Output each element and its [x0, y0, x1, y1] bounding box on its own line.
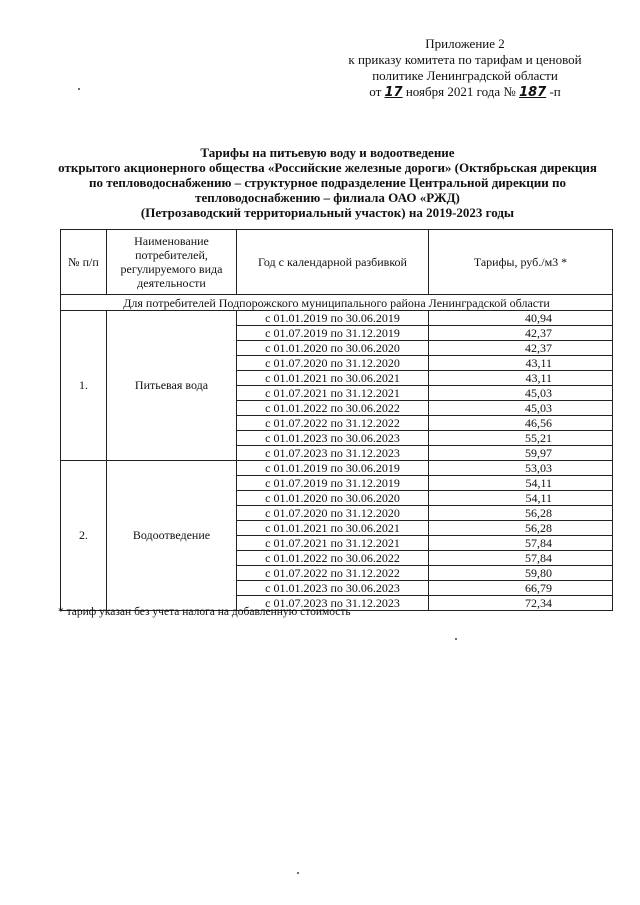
period-cell: с 01.07.2019 по 31.12.2019 [237, 326, 429, 341]
tariff-value-cell: 55,21 [429, 431, 613, 446]
tariff-value-cell: 54,11 [429, 491, 613, 506]
header-year: Год с календарной разбивкой [237, 230, 429, 295]
period-cell: с 01.01.2022 по 30.06.2022 [237, 551, 429, 566]
service-name: Водоотведение [107, 461, 237, 611]
tariff-value-cell: 42,37 [429, 326, 613, 341]
tariff-value-cell: 45,03 [429, 386, 613, 401]
table-row [61, 461, 613, 476]
tariff-value-cell: 66,79 [429, 581, 613, 596]
header-num: № п/п [61, 230, 107, 295]
appendix-committee: политике Ленинградской области [372, 68, 558, 83]
period-cell: с 01.07.2023 по 31.12.2023 [237, 596, 429, 611]
period-cell: с 01.07.2022 по 31.12.2022 [237, 566, 429, 581]
period-cell: с 01.07.2020 по 31.12.2020 [237, 506, 429, 521]
period-cell: с 01.01.2021 по 30.06.2021 [237, 371, 429, 386]
tariff-value-cell: 59,80 [429, 566, 613, 581]
title-line-1: Тарифы на питьевую воду и водоотведение [200, 145, 455, 160]
handwritten-number: 187 [519, 85, 547, 100]
row-number: 2. [61, 461, 107, 611]
period-cell: с 01.07.2019 по 31.12.2019 [237, 476, 429, 491]
tariff-value-cell: 57,84 [429, 551, 613, 566]
tariff-value-cell: 43,11 [429, 356, 613, 371]
period-cell: с 01.01.2021 по 30.06.2021 [237, 521, 429, 536]
tariff-value-cell: 56,28 [429, 506, 613, 521]
table-row [61, 311, 613, 326]
scan-speck [297, 872, 299, 874]
zone-row [61, 295, 613, 311]
period-cell: с 01.01.2019 по 30.06.2019 [237, 461, 429, 476]
scan-speck [455, 638, 457, 640]
title-line-2: открытого акционерного общества «Российские железные дороги» (Октябрьская дирекция [58, 160, 597, 175]
table-header-row [61, 230, 613, 295]
tariff-table [60, 229, 613, 611]
period-cell: с 01.01.2019 по 30.06.2019 [237, 311, 429, 326]
footnote: * тариф указан без учета налога на добавленную стоимость [58, 606, 351, 618]
period-cell: с 01.01.2022 по 30.06.2022 [237, 401, 429, 416]
tariff-value-cell: 53,03 [429, 461, 613, 476]
period-cell: с 01.01.2020 по 30.06.2020 [237, 341, 429, 356]
period-cell: с 01.07.2021 по 31.12.2021 [237, 536, 429, 551]
handwritten-day: 17 [384, 85, 403, 100]
tariff-value-cell: 54,11 [429, 476, 613, 491]
tariff-value-cell: 40,94 [429, 311, 613, 326]
period-cell: с 01.07.2021 по 31.12.2021 [237, 386, 429, 401]
row-number: 1. [61, 311, 107, 461]
appendix-order-ref: к приказу комитета по тарифам и ценовой [348, 52, 582, 67]
date-middle: ноября 2021 года № [405, 84, 516, 99]
tariff-value-cell: 45,03 [429, 401, 613, 416]
title-line-3: по тепловодоснабжению – структурное подразделение Центральной дирекции по [89, 175, 566, 190]
header-tariff: Тарифы, руб./м3 * [429, 230, 613, 295]
appendix-date-line [345, 84, 585, 101]
zone-label: Для потребителей Подпорожского муниципального района Ленинградской области [61, 295, 613, 311]
tariff-value-cell: 57,84 [429, 536, 613, 551]
period-cell: с 01.07.2023 по 31.12.2023 [237, 446, 429, 461]
period-cell: с 01.01.2020 по 30.06.2020 [237, 491, 429, 506]
title-line-5: (Петрозаводский территориальный участок) на 2019-2023 годы [140, 205, 515, 220]
tariff-value-cell: 72,34 [429, 596, 613, 611]
tariff-value-cell: 43,11 [429, 371, 613, 386]
appendix-header [345, 36, 585, 101]
header-name: Наименование потребителей, регулируемого вида деятельности [107, 230, 237, 295]
scan-speck [78, 88, 80, 90]
tariff-value-cell: 56,28 [429, 521, 613, 536]
title-line-4: тепловодоснабжению – филиала ОАО «РЖД) [195, 190, 460, 205]
tariff-value-cell: 59,97 [429, 446, 613, 461]
number-suffix: -п [549, 84, 561, 99]
tariff-value-cell: 42,37 [429, 341, 613, 356]
document-title [40, 145, 615, 220]
period-cell: с 01.07.2020 по 31.12.2020 [237, 356, 429, 371]
tariff-value-cell: 46,56 [429, 416, 613, 431]
period-cell: с 01.07.2022 по 31.12.2022 [237, 416, 429, 431]
service-name: Питьевая вода [107, 311, 237, 461]
date-prefix: от [369, 84, 382, 99]
period-cell: с 01.01.2023 по 30.06.2023 [237, 431, 429, 446]
period-cell: с 01.01.2023 по 30.06.2023 [237, 581, 429, 596]
appendix-title: Приложение 2 [425, 36, 505, 51]
